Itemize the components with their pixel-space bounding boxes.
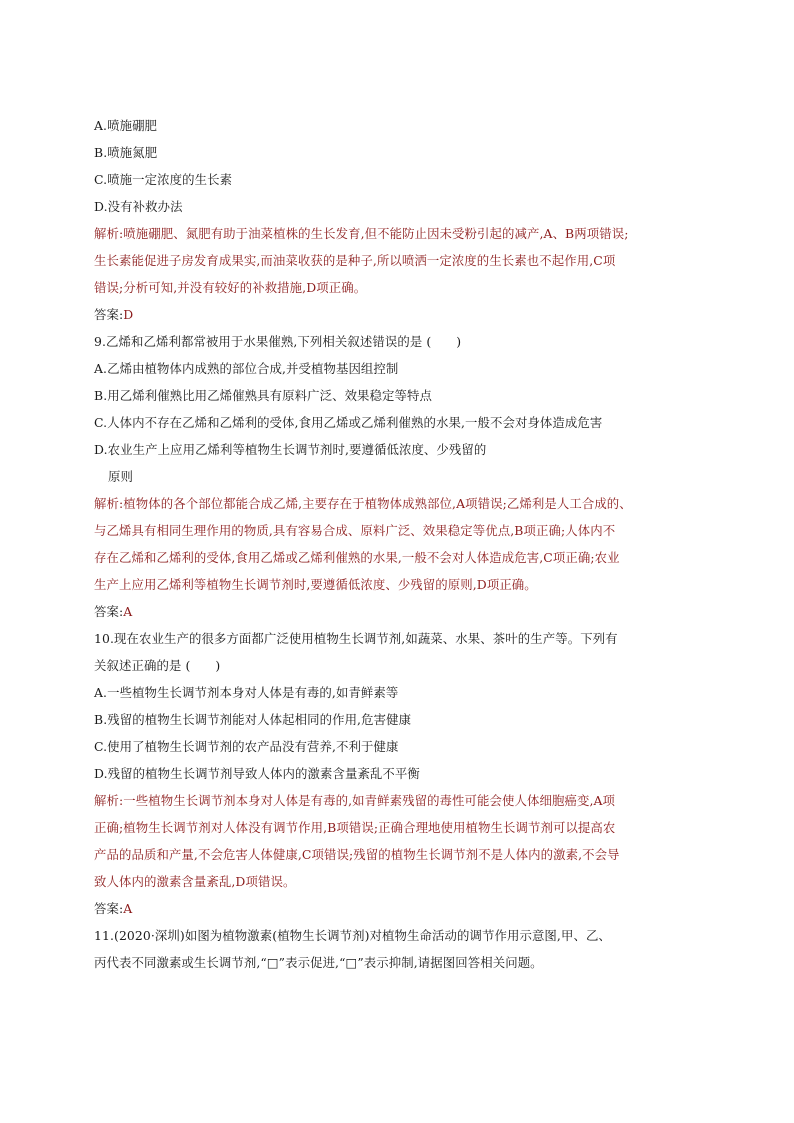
q10-analysis-line: 致人体内的激素含量紊乱,D项错误。 [94,874,296,889]
q8-analysis-line: 生长素能促进子房发育成果实,而油菜收获的是种子,所以喷洒一定浓度的生长素也不起作用,C项 [94,253,616,268]
q11-stem-line: 11.(2020·深圳)如图为植物激素(植物生长调节剂)对植物生命活动的调节作用示意图,甲、乙、 [94,928,611,943]
q9-option-b: B.用乙烯利催熟比用乙烯催熟具有原料广泛、效果稳定等特点 [94,388,432,403]
q10-answer [94,895,714,922]
q10-option-a: A.一些植物生长调节剂本身对人体是有毒的,如青鲜素等 [94,685,399,700]
answer-value: A [123,901,133,916]
q10-stem-line: 关叙述正确的是 ( ) [94,658,221,673]
q9-analysis-line: 解析:植物体的各个部位都能合成乙烯,主要存在于植物体成熟部位,A项错误;乙烯利是人工合成的、 [94,496,632,511]
q10-analysis-line: 解析:一些植物生长调节剂本身对人体是有毒的,如青鲜素残留的毒性可能会使人体细胞癌变,A项 [94,793,616,808]
q9-analysis-line: 生产上应用乙烯利等植物生长调节剂时,要遵循低浓度、少残留的原则,D项正确。 [94,577,537,592]
q9-option-d: D.农业生产上应用乙烯利等植物生长调节剂时,要遵循低浓度、少残留的 [94,442,487,457]
answer-value: D [123,307,134,322]
answer-value: A [123,604,133,619]
q10-option-c: C.使用了植物生长调节剂的农产品没有营养,不利于健康 [94,739,399,754]
q9-answer [94,598,714,625]
answer-label: 答案: [94,901,124,916]
answer-label: 答案: [94,307,124,322]
q10-stem-line: 10.现在农业生产的很多方面都广泛使用植物生长调节剂,如蔬菜、水果、茶叶的生产等。下列有 [94,631,618,646]
q9-option-a: A.乙烯由植物体内成熟的部位合成,并受植物基因组控制 [94,361,399,376]
q9-analysis-line: 与乙烯具有相同生理作用的物质,具有容易合成、原料广泛、效果稳定等优点,B项正确;人体内不 [94,523,616,538]
q11-stem-line: 丙代表不同激素或生长调节剂,“□”表示促进,“□”表示抑制,请据图回答相关问题。 [94,955,543,970]
q9-option-c: C.人体内不存在乙烯和乙烯利的受体,食用乙烯或乙烯利催熟的水果,一般不会对身体造成危害 [94,415,603,430]
q8-option-a: A.喷施硼肥 [94,118,158,133]
q8-option-c: C.喷施一定浓度的生长素 [94,172,233,187]
q9-analysis-line: 存在乙烯和乙烯利的受体,食用乙烯或乙烯利催熟的水果,一般不会对人体造成危害,C项正确;农业 [94,550,620,565]
q9-stem: 9.乙烯和乙烯利都常被用于水果催熟,下列相关叙述错误的是 ( ) [94,334,462,349]
q8-option-d: D.没有补救办法 [94,199,183,214]
q10-analysis-line: 产品的品质和产量,不会危害人体健康,C项错误;残留的植物生长调节剂不是人体内的激素,不会导 [94,847,620,862]
q10-option-d: D.残留的植物生长调节剂导致人体内的激素含量紊乱不平衡 [94,766,420,781]
q8-option-b: B.喷施氮肥 [94,145,158,160]
q8-analysis-line: 解析:喷施硼肥、氮肥有助于油菜植株的生长发育,但不能防止因未受粉引起的减产,A、B两项错误; [94,226,629,241]
q10-option-b: B.残留的植物生长调节剂能对人体起相同的作用,危害健康 [94,712,412,727]
q10-analysis-line: 正确;植物生长调节剂对人体没有调节作用,B项错误;正确合理地使用植物生长调节剂可以提高农 [94,820,616,835]
q8-analysis-line: 错误;分析可知,并没有较好的补救措施,D项正确。 [94,280,367,295]
document-content [94,112,714,976]
q9-option-d-continued: 原则 [108,469,133,484]
answer-label: 答案: [94,604,124,619]
q8-answer [94,301,714,328]
